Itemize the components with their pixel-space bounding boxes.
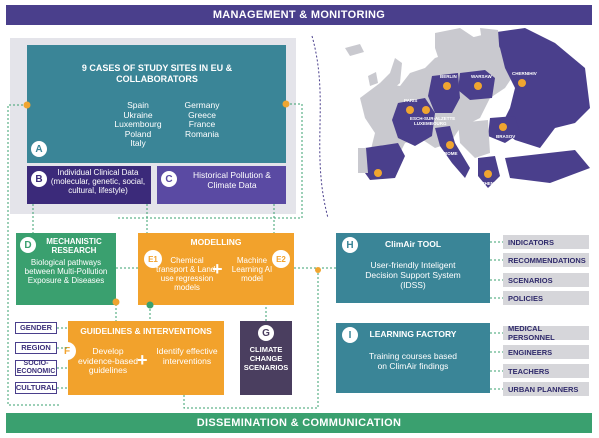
- management-monitoring-bar: [6, 5, 592, 25]
- study-sites-box: [27, 45, 286, 163]
- study-sites-title: 9 CASES OF STUDY SITES IN EU & COLLABORATORS: [81, 63, 233, 84]
- map-balkans: [458, 120, 490, 158]
- badge-e1: E1: [144, 250, 162, 268]
- factor-socio-economic: SOCIO-ECONOMIC: [16, 360, 56, 375]
- country-name: Germany: [184, 100, 220, 110]
- countries-right-list: [172, 101, 232, 139]
- learning-factory-text: Training courses based on ClimAir findings: [368, 351, 458, 371]
- city-label-warsaw: WARSAW: [471, 74, 492, 79]
- mechanistic-research-title: MECHANISTIC RESEARCH: [46, 237, 102, 255]
- city-label-chernihiv: CHERNIHIV: [512, 71, 537, 76]
- modelling-box: [138, 233, 294, 305]
- historical-data-box: [157, 166, 286, 204]
- marker-chernihiv: [518, 79, 526, 87]
- country-name: Romania: [184, 128, 220, 139]
- output-engineers: ENGINEERS: [503, 345, 589, 359]
- guidelines-title: GUIDELINES & INTERVENTIONS: [80, 326, 212, 336]
- factor-gender: GENDER: [15, 322, 57, 334]
- marker-athens: [484, 170, 492, 178]
- dot-f-h: [315, 267, 321, 273]
- marker-malaga: [374, 169, 382, 177]
- countries-left-list: [109, 101, 167, 149]
- guidelines-right-text: Identify effective interventions: [156, 346, 218, 366]
- dissemination-communication-title: DISSEMINATION & COMMUNICATION: [196, 417, 402, 429]
- city-label-brasov: BRASOV: [496, 134, 516, 139]
- country-name: Poland: [124, 128, 152, 139]
- map-turkey: [505, 150, 590, 183]
- climate-scenarios-box: [240, 321, 292, 395]
- country-name: Italy: [130, 138, 146, 148]
- guidelines-plus: +: [137, 350, 148, 370]
- climair-tool-title: ClimAir TOOL: [384, 239, 442, 249]
- map-divider: [312, 36, 328, 218]
- climair-tool-text: User-friendly Inteligent Decision Support System (IDSS): [365, 260, 461, 290]
- clinical-data-box: [27, 166, 151, 204]
- factor-cultural: CULTURAL: [15, 383, 57, 392]
- badge-c: C: [161, 171, 177, 187]
- output-recommendations: RECOMMENDATIONS: [503, 253, 589, 267]
- output-policies: POLICIES: [503, 291, 589, 305]
- badge-e2: E2: [272, 250, 290, 268]
- clinical-data-text: Individual Clinical Data (molecular, genetic, social, cultural, lifestyle): [50, 168, 146, 195]
- learning-factory-box: [336, 323, 490, 393]
- dissemination-communication-bar: [6, 413, 592, 433]
- output-medical-personnel: MEDICAL PERSONNEL: [503, 326, 589, 340]
- modelling-title: MODELLING: [190, 237, 242, 247]
- marker-warsaw: [474, 82, 482, 90]
- factor-region: REGION: [15, 342, 57, 354]
- output-scenarios: SCENARIOS: [503, 273, 589, 287]
- management-monitoring-title: MANAGEMENT & MONITORING: [212, 9, 386, 21]
- country-name: France: [188, 119, 216, 129]
- marker-rome: [446, 141, 454, 149]
- city-label-luxembourg: LUXEMBOURG: [414, 121, 447, 126]
- connector-i-outputs: [490, 333, 503, 389]
- historical-data-text: Historical Pollution & Climate Data: [193, 170, 271, 190]
- map-iceland: [345, 44, 364, 56]
- guidelines-interventions-box: [63, 321, 224, 395]
- badge-g: G: [258, 325, 274, 341]
- city-label-esch: ESCH-SUR-ALZETTE: [410, 116, 456, 121]
- badge-i: I: [342, 327, 358, 343]
- marker-brasov: [499, 123, 507, 131]
- city-label-rome: ROME: [444, 151, 458, 156]
- city-label-malaga: MALAGA: [369, 180, 389, 185]
- badge-f: F: [58, 342, 76, 360]
- marker-luxembourg: [422, 106, 430, 114]
- output-teachers: TEACHERS: [503, 364, 589, 378]
- badge-d: D: [20, 237, 36, 253]
- mechanistic-research-text: Biological pathways between Multi-Pollution Exposure & Diseases: [24, 258, 108, 285]
- guidelines-left-text: Develop evidence-based guidelines: [78, 346, 139, 375]
- learning-factory-title: LEARNING FACTORY: [369, 329, 457, 339]
- connector-h-outputs: [490, 242, 503, 298]
- marker-paris: [406, 106, 414, 114]
- country-name: Ukraine: [123, 109, 153, 120]
- mechanistic-research-box: [16, 233, 116, 305]
- modelling-plus: +: [212, 259, 223, 279]
- marker-berlin: [443, 82, 451, 90]
- map-ireland: [368, 72, 378, 86]
- output-indicators: INDICATORS: [503, 235, 589, 249]
- badge-h: H: [342, 237, 358, 253]
- europe-map: [340, 28, 595, 228]
- climate-scenarios-text: CLIMATE CHANGE SCENARIOS: [243, 345, 289, 372]
- output-urban-planners: URBAN PLANNERS: [503, 382, 589, 396]
- city-label-athens: ATHENS: [479, 181, 498, 186]
- climair-tool-box: [336, 233, 490, 303]
- country-name: Luxembourg: [114, 119, 162, 129]
- e1-text: Chemical transport & Land-use regression models: [156, 256, 218, 292]
- badge-b: B: [31, 171, 47, 187]
- country-name: Spain: [127, 100, 149, 110]
- map-scandinavia: [435, 28, 475, 68]
- city-label-paris: PARIS: [404, 98, 418, 103]
- e2-text: Machine Learning AI model: [231, 256, 273, 283]
- badge-a: A: [31, 141, 47, 157]
- country-name: Greece: [188, 109, 216, 120]
- city-label-berlin: BERLIN: [440, 74, 457, 79]
